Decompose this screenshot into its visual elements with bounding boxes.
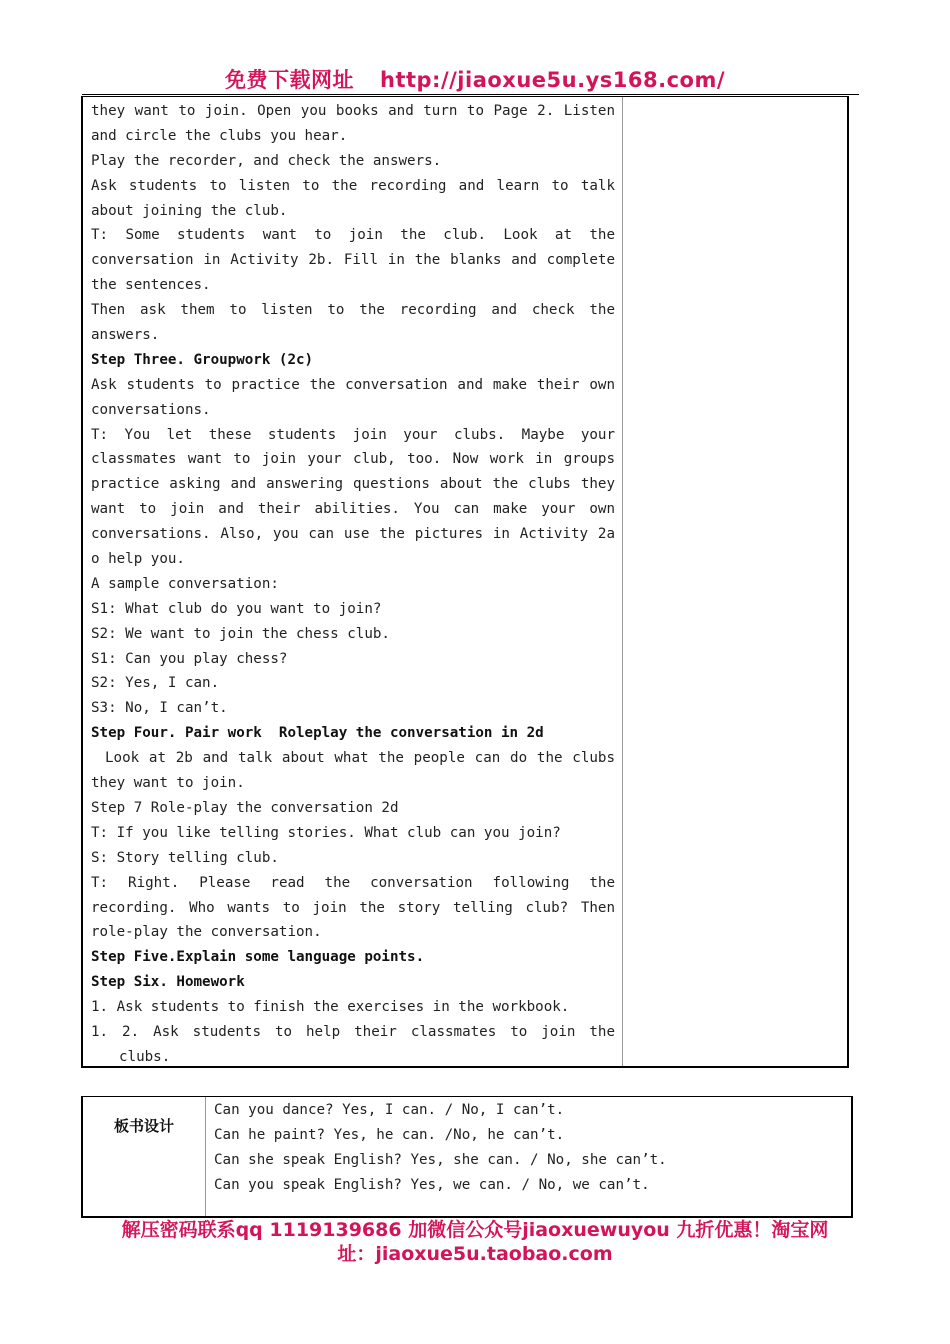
lesson-line: S2: We want to join the chess club. — [91, 625, 390, 642]
lesson-line: about joining the club. — [91, 202, 288, 219]
lesson-line: S2: Yes, I can. — [91, 675, 220, 692]
board-line: Can you dance? Yes, I can. / No, I can’t. — [214, 1102, 565, 1118]
lesson-line: A sample conversation: — [91, 575, 279, 592]
lesson-line: clubs. — [119, 1048, 171, 1065]
lesson-line: Step Five.Explain some language points. — [91, 949, 425, 966]
lesson-line: practice asking and answering questions about the clubs they — [91, 476, 615, 493]
footer-line-1: 解压密码联系qq 1119139686 加微信公众号jiaoxuewuyou 九折优惠！淘宝网 — [121, 1219, 829, 1241]
lesson-line: T: Some students want to join the club. Look at the — [91, 227, 615, 244]
board-line: Can she speak English? Yes, she can. / No, she can’t. — [214, 1151, 667, 1168]
lesson-line: Look at 2b and talk about what the people can do the clubs — [105, 750, 615, 767]
site-label: 免费下载网址 — [225, 68, 354, 92]
site-url[interactable]: http://jiaoxue5u.ys168.com/ — [380, 68, 725, 92]
header-rule — [82, 94, 859, 95]
lesson-line: Ask students to listen to the recording and learn to talk — [91, 177, 615, 194]
lesson-line: Ask students to practice the conversation and make their own — [91, 376, 615, 393]
lesson-line: S: Story telling club. — [91, 849, 279, 866]
lesson-line: Play the recorder, and check the answers. — [91, 152, 442, 169]
lesson-line: conversations. — [91, 401, 211, 418]
page-header — [0, 64, 950, 94]
lesson-line: Step Four. Pair work Roleplay the conversation in 2d — [91, 725, 544, 742]
board-line: Can you speak English? Yes, we can. / No, we can’t. — [214, 1176, 650, 1193]
lesson-line: 1. 2. Ask students to help their classmates to join the — [91, 1023, 615, 1040]
lesson-line: Then ask them to listen to the recording and check the — [91, 302, 615, 319]
lesson-line: answers. — [91, 327, 160, 344]
board-design-content — [214, 1098, 667, 1198]
board-design-label: 板书设计 — [113, 1117, 174, 1135]
lesson-line: they want to join. — [91, 775, 245, 792]
lesson-line: Step 7 Role-play the conversation 2d — [91, 799, 399, 816]
lesson-line: S1: Can you play chess? — [91, 650, 288, 667]
lesson-line: T: If you like telling stories. What club can you join? — [91, 824, 561, 841]
lesson-line: Step Three. Groupwork (2c) — [91, 351, 314, 368]
lesson-line: want to join and their abilities. You can make your own — [91, 501, 615, 518]
lesson-line: recording. Who wants to join the story telling club? Then — [91, 899, 615, 916]
board-line: Can he paint? Yes, he can. /No, he can’t. — [214, 1126, 565, 1143]
lesson-line: conversations. Also, you can use the pictures in Activity 2a — [91, 526, 615, 543]
column-divider — [622, 97, 623, 1066]
lesson-line: conversation in Activity 2b. Fill in the blanks and complete — [91, 252, 615, 269]
lesson-line: o help you. — [91, 551, 185, 568]
lesson-line: they want to join. Open you books and turn to Page 2. Listen — [91, 103, 615, 119]
lesson-line: Step Six. Homework — [91, 974, 245, 991]
lesson-line: 1. Ask students to finish the exercises in the workbook. — [91, 999, 570, 1016]
lesson-line: S3: No, I can’t. — [91, 700, 228, 717]
lesson-line: and circle the clubs you hear. — [91, 127, 348, 144]
lesson-content — [91, 99, 615, 1070]
footer-line-2: 址：jiaoxue5u.taobao.com — [337, 1243, 613, 1265]
board-design-table — [81, 1096, 853, 1218]
lesson-line: T: Right. Please read the conversation following the — [91, 874, 615, 891]
page-footer — [0, 1218, 950, 1266]
lesson-line: S1: What club do you want to join? — [91, 600, 382, 617]
lesson-line: classmates want to join your club, too. Now work in groups — [91, 451, 615, 468]
lesson-line: the sentences. — [91, 277, 211, 294]
column-divider — [205, 1097, 206, 1216]
lesson-line: T: You let these students join your clubs. Maybe your — [91, 426, 615, 443]
lesson-table — [81, 96, 849, 1068]
lesson-line: role-play the conversation. — [91, 924, 322, 941]
